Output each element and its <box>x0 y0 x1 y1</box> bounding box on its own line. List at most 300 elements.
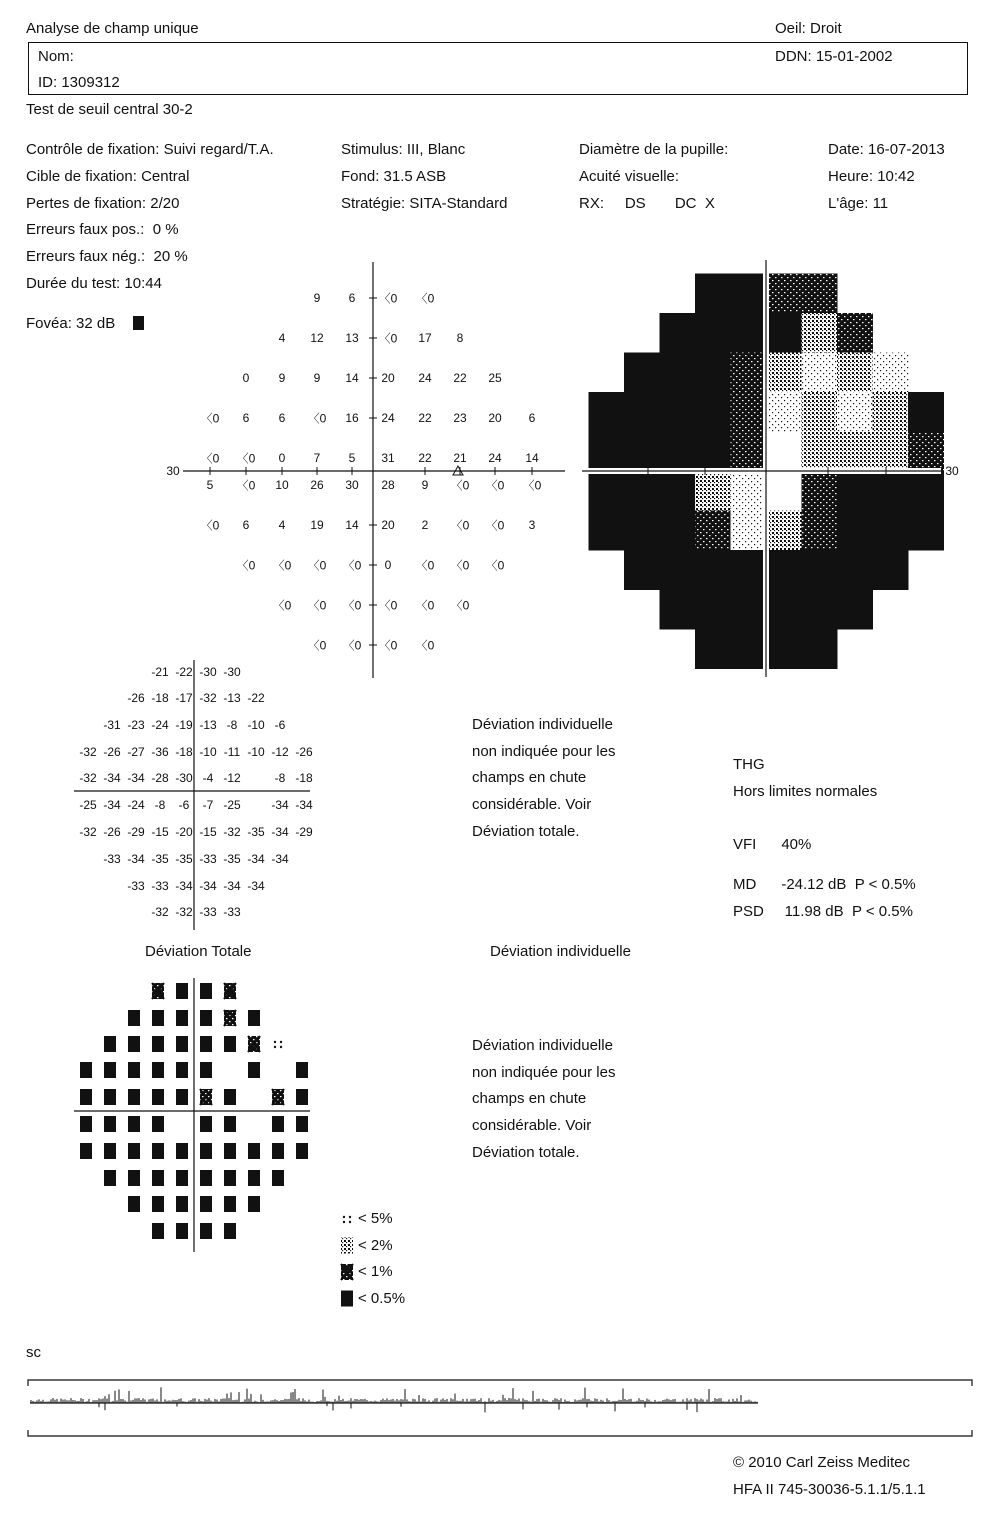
param-col3-2: RX: DS DC X <box>579 194 715 212</box>
threshold-value: 〈0 <box>307 598 327 613</box>
threshold-value: 〈0 <box>342 638 362 653</box>
threshold-value: 〈0 <box>236 478 256 493</box>
greyscale-cell <box>660 590 696 630</box>
total-deviation-value: -6 <box>274 718 286 732</box>
greyscale-cell <box>766 353 802 393</box>
psd-value: PSD 11.98 dB P < 0.5% <box>733 903 913 920</box>
threshold-value: 5 <box>206 478 214 492</box>
total-deviation-value: -24 <box>151 718 169 732</box>
total-deviation-value: -15 <box>199 825 217 839</box>
greyscale-cell <box>660 432 696 472</box>
td-probability-symbol <box>128 1089 140 1105</box>
td-probability-symbol <box>274 1041 282 1048</box>
greyscale-cell <box>837 392 873 432</box>
greyscale-cell <box>660 392 696 432</box>
total-deviation-value: -34 <box>271 825 289 839</box>
total-deviation-value: -12 <box>271 745 289 759</box>
td-probability-symbol <box>104 1143 116 1159</box>
threshold-value: 〈0 <box>378 598 398 613</box>
total-deviation-value: -31 <box>103 718 121 732</box>
threshold-value: 16 <box>345 411 359 425</box>
param-col1-4: Erreurs faux nég.: 20 % <box>26 248 188 266</box>
greyscale-cell <box>802 392 838 432</box>
total-deviation-value: -34 <box>271 852 289 866</box>
greyscale-cell <box>837 590 873 630</box>
threshold-value: 21 <box>453 451 467 465</box>
param-col2-1: Fond: 31.5 ASB <box>341 167 447 185</box>
threshold-value: 0 <box>242 371 250 385</box>
gaze-frame-top <box>28 1380 972 1386</box>
greyscale-cell <box>589 432 625 472</box>
threshold-value: 〈0 <box>522 478 542 493</box>
greyscale-cell <box>802 629 838 669</box>
greyscale-cell <box>837 432 873 472</box>
threshold-value: 22 <box>418 411 432 425</box>
total-deviation-value: -34 <box>199 879 217 893</box>
greyscale-cell <box>731 392 767 432</box>
total-deviation-value: -32 <box>79 825 97 839</box>
total-deviation-value: -15 <box>151 825 169 839</box>
pattern-note-line: Déviation individuelle <box>472 716 613 733</box>
threshold-value: 0 <box>278 451 286 465</box>
threshold-value: 10 <box>275 478 289 492</box>
param-col4-0: Date: 16-07-2013 <box>828 141 945 158</box>
greyscale-cell <box>873 471 909 511</box>
total-deviation-value: -34 <box>223 879 241 893</box>
td-probability-symbol <box>248 1010 260 1026</box>
td-probability-symbol <box>128 1116 140 1132</box>
legend-label: < 0.5% <box>358 1289 406 1307</box>
total-deviation-value: -23 <box>127 718 145 732</box>
threshold-value: 7 <box>313 451 321 465</box>
total-deviation-value: -13 <box>199 718 217 732</box>
greyscale-cell <box>589 471 625 511</box>
td-probability-symbol <box>224 1089 236 1105</box>
td-probability-symbol <box>104 1170 116 1186</box>
td-probability-symbol <box>200 1223 212 1239</box>
greyscale-cell <box>837 471 873 511</box>
td-probability-symbol <box>248 1196 260 1212</box>
total-deviation-value: -13 <box>223 691 241 705</box>
greyscale-cell <box>837 550 873 590</box>
total-deviation-value: -30 <box>223 665 241 679</box>
param-col1-0: Contrôle de fixation: Suivi regard/T.A. <box>26 141 274 158</box>
total-deviation-value: -10 <box>247 718 265 732</box>
pattern-note-line: Déviation individuelle <box>472 1037 613 1054</box>
greyscale-cell <box>908 432 944 472</box>
threshold-value: 〈0 <box>236 451 256 466</box>
patient-id: ID: 1309312 <box>38 74 120 91</box>
td-probability-symbol <box>152 1223 164 1239</box>
greyscale-cell <box>660 313 696 353</box>
total-deviation-value: -33 <box>199 852 217 866</box>
total-deviation-value: -32 <box>199 691 217 705</box>
threshold-value: 20 <box>381 518 395 532</box>
total-deviation-value: -34 <box>175 879 193 893</box>
report-title: Analyse de champ unique <box>26 20 199 37</box>
threshold-value: 〈0 <box>342 558 362 573</box>
threshold-value: 19 <box>310 518 324 532</box>
threshold-value: 〈0 <box>450 478 470 493</box>
td-probability-symbol <box>200 983 212 999</box>
td-probability-symbol <box>104 1062 116 1078</box>
total-deviation-value: -32 <box>175 905 193 919</box>
greyscale-cell <box>660 550 696 590</box>
threshold-value: 〈0 <box>415 598 435 613</box>
greyscale-cell <box>766 392 802 432</box>
threshold-value: 〈0 <box>236 558 256 573</box>
total-deviation-value: -34 <box>247 852 265 866</box>
total-deviation-value: -30 <box>199 665 217 679</box>
fovea-value: Fovéa: 32 dB <box>26 315 144 332</box>
threshold-value: 6 <box>348 291 356 305</box>
td-probability-symbol <box>272 1170 284 1186</box>
pattern-note-line: considérable. Voir <box>472 1117 592 1135</box>
greyscale-cell <box>731 590 767 630</box>
greyscale-cell <box>695 590 731 630</box>
threshold-value: 26 <box>310 478 324 492</box>
td-probability-symbol <box>248 1036 260 1052</box>
ght-value: Hors limites normales <box>733 783 878 800</box>
total-deviation-value: -32 <box>151 905 169 919</box>
threshold-value: 〈0 <box>450 518 470 533</box>
greyscale-cell <box>873 353 909 393</box>
td-probability-symbol <box>296 1116 308 1132</box>
td-probability-symbol <box>152 983 164 999</box>
threshold-value: 6 <box>242 411 250 425</box>
total-deviation-value: -8 <box>274 771 286 785</box>
total-deviation-value: -34 <box>271 798 289 812</box>
td-probability-symbol <box>176 1223 188 1239</box>
td-probability-symbol <box>80 1062 92 1078</box>
threshold-value: 〈0 <box>485 478 505 493</box>
total-deviation-value: -18 <box>175 745 193 759</box>
td-probability-symbol <box>128 1010 140 1026</box>
md-value: MD -24.12 dB P < 0.5% <box>733 876 916 893</box>
threshold-value: 9 <box>421 478 429 492</box>
greyscale-cell <box>731 511 767 551</box>
greyscale-cell <box>731 471 767 511</box>
td-probability-symbol <box>200 1116 212 1132</box>
td-probability-symbol <box>176 983 188 999</box>
greyscale-cell <box>766 590 802 630</box>
total-deviation-value: -34 <box>103 771 121 785</box>
greyscale-cell <box>873 511 909 551</box>
pattern-note-line: champs en chute <box>472 769 587 787</box>
greyscale-cell <box>695 274 731 314</box>
pattern-note-line: non indiquée pour les <box>472 1063 616 1081</box>
total-deviation-value: -35 <box>175 852 193 866</box>
param-col1-3: Erreurs faux pos.: 0 % <box>26 221 179 239</box>
total-deviation-value: -33 <box>127 879 145 893</box>
td-probability-symbol <box>224 1196 236 1212</box>
total-deviation-value: -22 <box>247 691 265 705</box>
legend-symbol <box>341 1291 353 1307</box>
threshold-value: 12 <box>310 331 324 345</box>
patient-name: Nom: <box>38 48 74 65</box>
td-probability-symbol <box>152 1010 164 1026</box>
param-col1-5: Durée du test: 10:44 <box>26 275 162 292</box>
threshold-value: 5 <box>348 451 356 465</box>
total-deviation-value: -28 <box>151 771 169 785</box>
threshold-value: 3 <box>528 518 536 532</box>
threshold-value: 23 <box>453 411 467 425</box>
threshold-value: 28 <box>381 478 395 492</box>
greyscale-cell <box>731 629 767 669</box>
threshold-value: 31 <box>381 451 395 465</box>
param-col4-2: L'âge: 11 <box>828 194 889 212</box>
threshold-value: 13 <box>345 331 359 345</box>
total-deviation-value: -20 <box>175 825 193 839</box>
total-deviation-value: -36 <box>151 745 169 759</box>
test-name: Test de seuil central 30-2 <box>26 101 193 118</box>
greyscale-cell <box>802 274 838 314</box>
td-probability-symbol <box>224 1170 236 1186</box>
threshold-value: 30 <box>345 478 359 492</box>
greyscale-cell <box>766 511 802 551</box>
td-probability-symbol <box>152 1036 164 1052</box>
td-probability-symbol <box>224 1223 236 1239</box>
ght-label: THG <box>733 756 765 773</box>
threshold-value: 〈0 <box>415 291 435 306</box>
threshold-value: 17 <box>418 331 432 345</box>
td-probability-symbol <box>176 1089 188 1105</box>
td-probability-symbol <box>176 1170 188 1186</box>
td-probability-symbol <box>104 1116 116 1132</box>
td-probability-symbol <box>272 1089 284 1105</box>
total-deviation-value: -27 <box>127 745 145 759</box>
td-probability-symbol <box>200 1170 212 1186</box>
total-deviation-value: -34 <box>127 852 145 866</box>
total-deviation-value: -18 <box>295 771 313 785</box>
gaze-tracking-trace <box>31 1387 757 1412</box>
greyscale-cell <box>695 629 731 669</box>
threshold-value: 〈0 <box>200 411 220 426</box>
date-of-birth: DDN: 15-01-2002 <box>775 48 893 65</box>
threshold-value: 24 <box>381 411 395 425</box>
greyscale-cell <box>624 353 660 393</box>
td-probability-symbol <box>128 1143 140 1159</box>
total-deviation-title: Déviation Totale <box>145 943 252 960</box>
td-probability-symbol <box>224 1010 236 1026</box>
total-deviation-value: -12 <box>223 771 241 785</box>
param-col3-0: Diamètre de la pupille: <box>579 141 729 158</box>
total-deviation-value: -33 <box>151 879 169 893</box>
pattern-note-line: non indiquée pour les <box>472 742 616 760</box>
td-probability-symbol <box>104 1089 116 1105</box>
total-deviation-value: -19 <box>175 718 193 732</box>
threshold-value: 〈0 <box>307 558 327 573</box>
total-deviation-value: -21 <box>151 665 169 679</box>
total-deviation-value: -25 <box>223 798 241 812</box>
greyscale-cell <box>837 511 873 551</box>
td-probability-symbol <box>152 1196 164 1212</box>
greyscale-cell <box>695 432 731 472</box>
threshold-value: 14 <box>345 518 359 532</box>
threshold-value: 9 <box>278 371 286 385</box>
td-probability-symbol <box>224 1036 236 1052</box>
total-deviation-value: -29 <box>127 825 145 839</box>
greyscale-cell <box>624 471 660 511</box>
greyscale-cell <box>802 353 838 393</box>
total-deviation-value: -26 <box>295 745 313 759</box>
threshold-value: 8 <box>456 331 464 345</box>
threshold-value: 6 <box>242 518 250 532</box>
td-probability-symbol <box>152 1143 164 1159</box>
greyscale-cell <box>695 313 731 353</box>
greyscale-cell <box>624 550 660 590</box>
total-deviation-value: -35 <box>151 852 169 866</box>
greyscale-cell <box>908 392 944 432</box>
td-probability-symbol <box>272 1143 284 1159</box>
pattern-deviation-title: Déviation individuelle <box>490 943 631 960</box>
td-probability-symbol <box>200 1143 212 1159</box>
greyscale-cell <box>589 511 625 551</box>
total-deviation-value: -17 <box>175 691 193 705</box>
greyscale-cell <box>802 432 838 472</box>
total-deviation-value: -26 <box>103 825 121 839</box>
total-deviation-value: -26 <box>127 691 145 705</box>
greyscale-cell <box>766 313 802 353</box>
greyscale-cell <box>731 274 767 314</box>
threshold-value: 22 <box>418 451 432 465</box>
td-probability-symbol <box>128 1170 140 1186</box>
td-probability-symbol <box>176 1036 188 1052</box>
total-deviation-value: -8 <box>154 798 166 812</box>
total-deviation-value: -32 <box>79 745 97 759</box>
td-probability-symbol <box>128 1062 140 1078</box>
threshold-value: 〈0 <box>415 638 435 653</box>
greyscale-cell <box>695 392 731 432</box>
td-probability-symbol <box>80 1116 92 1132</box>
total-deviation-value: -7 <box>202 798 214 812</box>
threshold-value: 〈0 <box>415 558 435 573</box>
td-probability-symbol <box>248 1170 260 1186</box>
greyscale-cell <box>731 313 767 353</box>
param-col2-2: Stratégie: SITA-Standard <box>341 194 508 212</box>
threshold-value: 25 <box>488 371 502 385</box>
total-deviation-value: -35 <box>247 825 265 839</box>
threshold-value: 〈0 <box>307 411 327 426</box>
threshold-value: 14 <box>525 451 539 465</box>
total-deviation-value: -24 <box>127 798 145 812</box>
gaze-frame-bottom <box>28 1430 972 1436</box>
total-deviation-value: -8 <box>226 718 238 732</box>
greyscale-cell <box>589 392 625 432</box>
greyscale-cell <box>731 550 767 590</box>
greyscale-cell <box>802 471 838 511</box>
td-probability-symbol <box>296 1062 308 1078</box>
greyscale-cell <box>695 353 731 393</box>
vfi-value: VFI 40% <box>733 836 812 853</box>
total-deviation-value: -34 <box>247 879 265 893</box>
legend-symbol <box>341 1264 353 1280</box>
td-probability-symbol <box>128 1036 140 1052</box>
td-probability-symbol <box>200 1196 212 1212</box>
device-version: HFA II 745-30036-5.1.1/5.1.1 <box>733 1481 926 1498</box>
threshold-value: 〈0 <box>200 518 220 533</box>
threshold-value: 〈0 <box>307 638 327 653</box>
greyscale-cell <box>695 550 731 590</box>
total-deviation-value: -32 <box>223 825 241 839</box>
greyscale-cell <box>695 511 731 551</box>
gaze-tracking-label: sc <box>26 1344 41 1361</box>
td-probability-symbol <box>224 1116 236 1132</box>
greyscale-cell <box>766 550 802 590</box>
threshold-value: 14 <box>345 371 359 385</box>
greyscale-cell <box>802 550 838 590</box>
legend-label: < 1% <box>358 1263 393 1280</box>
pattern-note-line: Déviation totale. <box>472 1143 580 1161</box>
threshold-value: 9 <box>313 291 321 305</box>
legend-symbol <box>341 1238 353 1254</box>
greyscale-cell <box>837 313 873 353</box>
total-deviation-value: -32 <box>79 771 97 785</box>
greyscale-cell <box>660 511 696 551</box>
param-col2-0: Stimulus: III, Blanc <box>341 141 466 158</box>
total-deviation-value: -10 <box>247 745 265 759</box>
threshold-value: 〈0 <box>450 558 470 573</box>
td-probability-symbol <box>80 1143 92 1159</box>
td-probability-symbol <box>248 1062 260 1078</box>
greyscale-cell <box>766 274 802 314</box>
greyscale-cell <box>766 471 802 511</box>
td-probability-symbol <box>128 1196 140 1212</box>
td-probability-symbol <box>248 1143 260 1159</box>
threshold-value: 〈0 <box>378 291 398 306</box>
threshold-value: 20 <box>381 371 395 385</box>
threshold-value: 〈0 <box>272 598 292 613</box>
td-probability-symbol <box>224 983 236 999</box>
param-col4-1: Heure: 10:42 <box>828 167 915 185</box>
total-deviation-value: -26 <box>103 745 121 759</box>
param-col1-1: Cible de fixation: Central <box>26 167 190 185</box>
greyscale-cell <box>873 550 909 590</box>
greyscale-cell <box>660 353 696 393</box>
td-probability-symbol <box>176 1196 188 1212</box>
total-deviation-value: -35 <box>223 852 241 866</box>
td-probability-symbol <box>152 1170 164 1186</box>
td-probability-symbol <box>152 1116 164 1132</box>
threshold-value: 2 <box>421 518 429 532</box>
td-probability-symbol <box>104 1036 116 1052</box>
total-deviation-value: -30 <box>175 771 193 785</box>
axis-label-30-left: 30 <box>166 464 180 478</box>
pattern-note-line: Déviation totale. <box>472 822 580 840</box>
td-probability-symbol <box>200 1036 212 1052</box>
total-deviation-value: -33 <box>199 905 217 919</box>
copyright: © 2010 Carl Zeiss Meditec <box>733 1454 910 1471</box>
greyscale-cell <box>624 511 660 551</box>
total-deviation-value: -25 <box>79 798 97 812</box>
threshold-value: 〈0 <box>485 518 505 533</box>
greyscale-cell <box>731 353 767 393</box>
pattern-note-line: champs en chute <box>472 1090 587 1108</box>
greyscale-cell <box>802 313 838 353</box>
td-probability-symbol <box>296 1089 308 1105</box>
total-deviation-value: -4 <box>202 771 214 785</box>
total-deviation-value: -29 <box>295 825 313 839</box>
legend-label: < 2% <box>358 1236 393 1254</box>
td-probability-symbol <box>152 1062 164 1078</box>
threshold-value: 24 <box>418 371 432 385</box>
total-deviation-value: -34 <box>295 798 313 812</box>
threshold-value: 9 <box>313 371 321 385</box>
threshold-value: 6 <box>278 411 286 425</box>
threshold-value: 〈0 <box>485 558 505 573</box>
total-deviation-value: -22 <box>175 665 193 679</box>
threshold-value: 20 <box>488 411 502 425</box>
